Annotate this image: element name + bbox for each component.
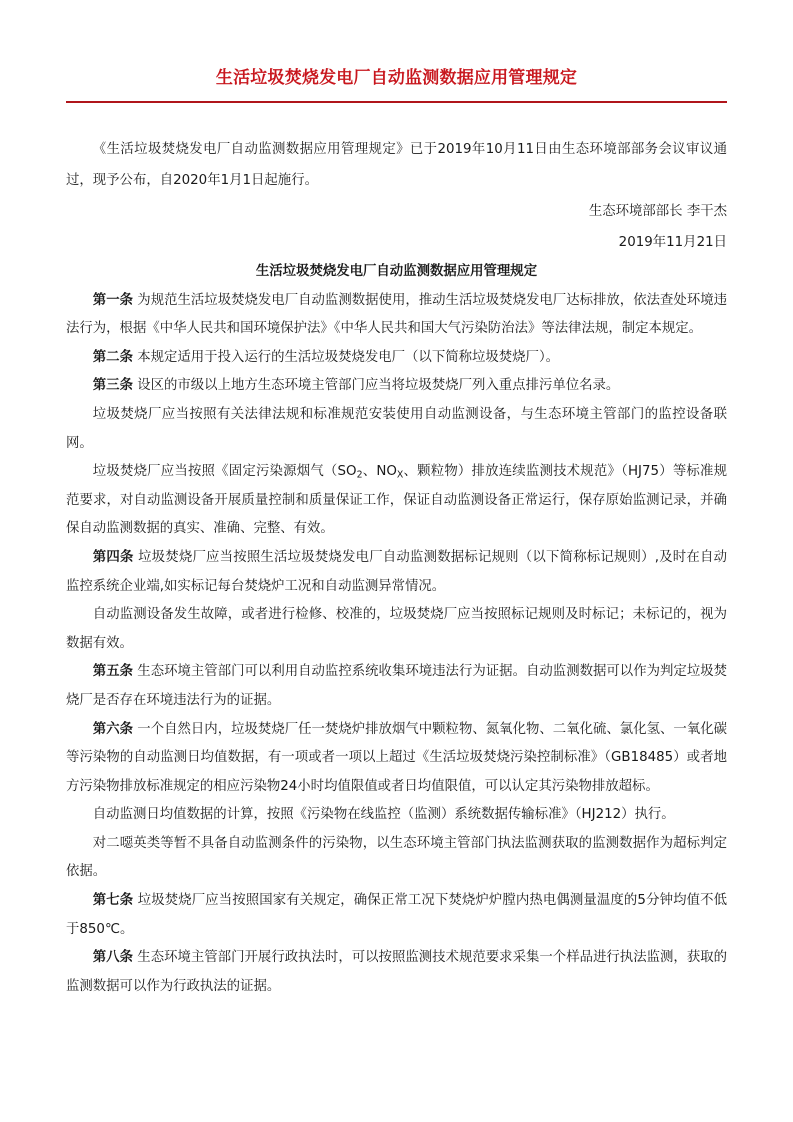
article-3-paragraph-2: 垃圾焚烧厂应当按照有关法律法规和标准规范安装使用自动监测设备，与生态环境主管部门的监控设备联网。	[66, 406, 727, 451]
article-label: 第八条	[92, 950, 134, 966]
article-text: 一个自然日内，垃圾焚烧厂任一焚烧炉排放烟气中颗粒物、氮氧化物、二氧化硫、氯化氢、一氧化碳等污染物的自动监测日均值数据，有一项或者一项以上超过《生活垃圾焚烧污染控制标准》（GB18485）或者地方污染物排放标准规定的相应污染物24小时均值限值或者日均值限值，可以认定其污染物排放超标。	[66, 721, 728, 794]
regulation-subtitle: 生活垃圾焚烧发电厂自动监测数据应用管理规定	[255, 264, 538, 279]
article-4	[66, 544, 727, 601]
article-text: 设区的市级以上地方生态环境主管部门应当将垃圾焚烧厂列入重点排污单位名录。	[137, 378, 620, 394]
article-text: 为规范生活垃圾焚烧发电厂自动监测数据使用，推动生活垃圾焚烧发电厂达标排放，依法查处环境违法行为，根据《中华人民共和国环境保护法》《中华人民共和国大气污染防治法》等法律法规，制定本规定。	[66, 292, 728, 337]
title-divider	[66, 101, 727, 103]
article-label: 第四条	[92, 549, 134, 565]
article-3	[66, 372, 727, 401]
article-text: 生态环境主管部门开展行政执法时，可以按照监测技术规范要求采集一个样品进行执法监测，获取的监测数据可以作为行政执法的证据。	[66, 950, 728, 994]
article-label: 第三条	[92, 378, 133, 394]
article-label: 第二条	[92, 349, 133, 365]
article-3-paragraph-3: 垃圾焚烧厂应当按照《固定污染源烟气（$SO_2$、$NO_X$、颗粒物）排放连续监测技术规范》（HJ75）等标准规范要求，对自动监测设备开展质量控制和质量保证工作，保证自动监测设备正常运行，保存原始监测记录，并确保自动监测数据的真实、准确、完整、有效。	[66, 464, 727, 537]
article-7	[66, 887, 727, 944]
article-text: 垃圾焚烧厂应当按照生活垃圾焚烧发电厂自动监测数据标记规则（以下简称标记规则）,及时在自动监控系统企业端,如实标记每台焚烧炉工况和自动监测异常情况。	[66, 549, 727, 594]
promulgation-notice: 《生活垃圾焚烧发电厂自动监测数据应用管理规定》已于2019年10月11日由生态环境部部务会议审议通过，现予公布，自2020年1月1日起施行。	[66, 142, 727, 188]
article-4-paragraph-2: 自动监测设备发生故障，或者进行检修、校准的，垃圾焚烧厂应当按照标记规则及时标记；未标记的，视为数据有效。	[66, 607, 727, 651]
subscript: 2	[356, 469, 363, 481]
article-text: 本规定适用于投入运行的生活垃圾焚烧发电厂（以下简称垃圾焚烧厂）。	[137, 349, 560, 365]
article-6-paragraph-3: 对二噁英类等暂不具备自动监测条件的污染物，以生态环境主管部门执法监测获取的监测数据作为超标判定依据。	[66, 835, 727, 880]
article-5	[66, 658, 727, 715]
issue-date: 2019年11月21日	[618, 235, 727, 250]
article-text: 垃圾焚烧厂应当按照国家有关规定，确保正常工况下焚烧炉炉膛内热电偶测量温度的5分钟均值不低于850℃。	[66, 893, 727, 937]
article-6-paragraph-2: 自动监测日均值数据的计算，按照《污染物在线监控（监测）系统数据传输标准》（HJ212）执行。	[92, 807, 675, 823]
document-body	[66, 134, 727, 1001]
subscript: X	[396, 469, 404, 481]
article-text: 生态环境主管部门可以利用自动监控系统收集环境违法行为证据。自动监测数据可以作为判定垃圾焚烧厂是否存在环境违法行为的证据。	[66, 664, 728, 708]
article-label: 第七条	[92, 893, 134, 909]
document-title: 生活垃圾焚烧发电厂自动监测数据应用管理规定	[215, 68, 578, 88]
article-label: 第一条	[92, 292, 134, 308]
article-label: 第五条	[92, 664, 134, 680]
article-1	[66, 287, 727, 344]
article-6	[66, 716, 727, 802]
article-label: 第六条	[92, 721, 134, 737]
signatory: 生态环境部部长 李干杰	[588, 204, 727, 219]
article-2	[66, 344, 727, 373]
article-8	[66, 944, 727, 1001]
